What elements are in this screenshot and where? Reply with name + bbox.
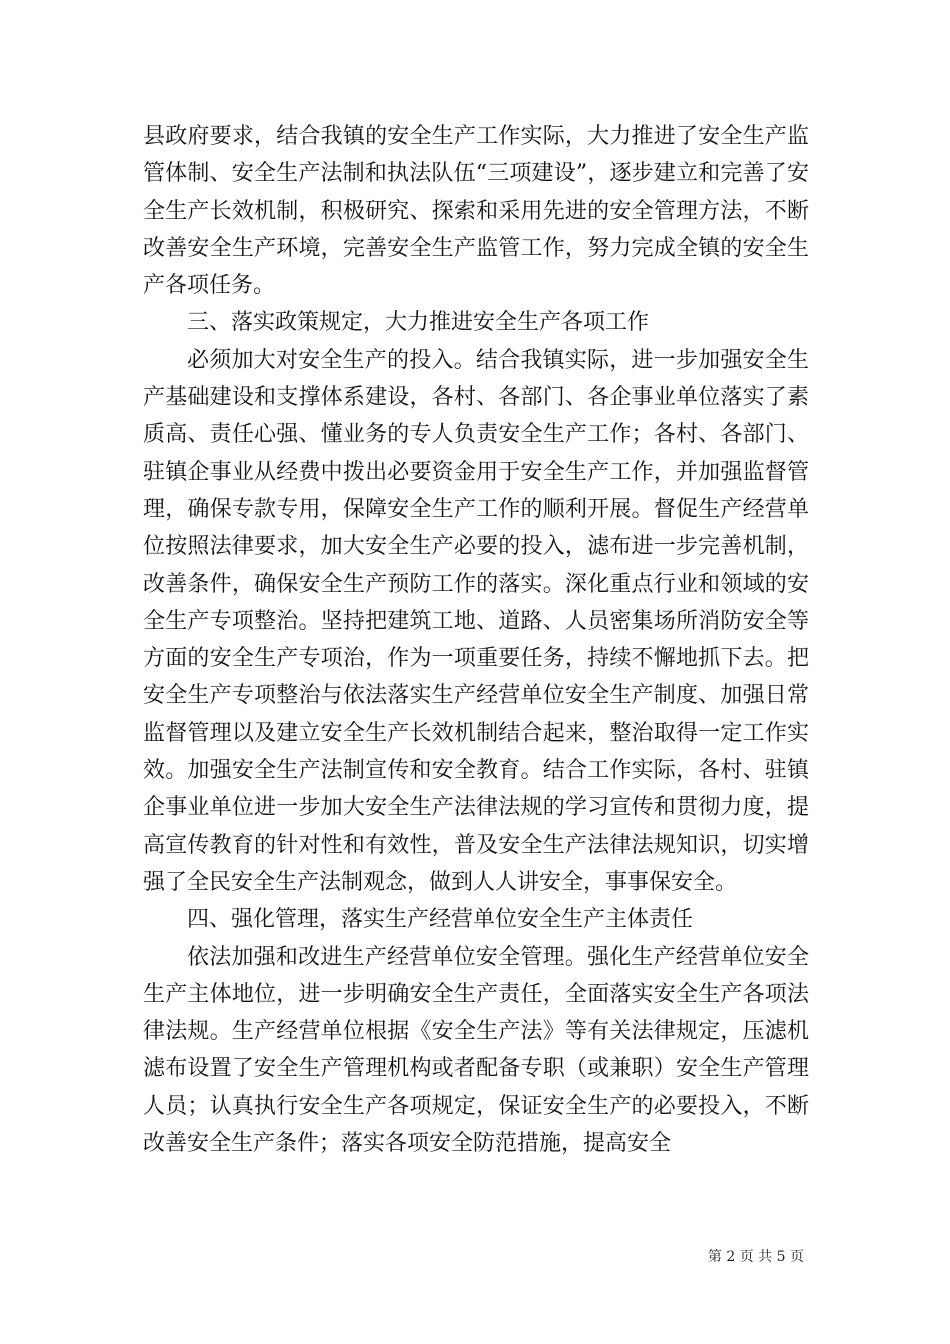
paragraph-continuation: 县政府要求，结合我镇的安全生产工作实际，大力推进了安全生产监管体制、安全生产法制和执法队伍“三项建设”，逐步建立和完善了安全生产长效机制，积极研究、探索和采用先进的安全管理方法，不断改善安全生产环境，完善安全生产监管工作，努力完成全镇的安全生产各项任务。 — [143, 124, 809, 299]
paragraph-section-4-body: 依法加强和改进生产经营单位安全管理。强化生产经营单位安全生产主体地位，进一步明确安全生产责任，全面落实安全生产各项法律法规。生产经营单位根据《安全生产法》等有关法律规定，压滤机滤布设置了安全生产管理机构或者配备专职（或兼职）安全生产管理人员；认真执行安全生产各项规定，保证安全生产的必要投入，不断改善安全生产条件；落实各项安全防范措施，提高安全 — [143, 944, 809, 1157]
document-body — [143, 118, 809, 1162]
section-heading-3: 三、落实政策规定，大力推进安全生产各项工作 — [187, 310, 650, 336]
section-heading-4: 四、强化管理，落实生产经营单位安全生产主体责任 — [187, 907, 694, 933]
paragraph-section-3-body: 必须加大对安全生产的投入。结合我镇实际，进一步加强安全生产基础建设和支撑体系建设，各村、各部门、各企事业单位落实了素质高、责任心强、懂业务的专人负责安全生产工作；各村、各部门、驻镇企事业从经费中拨出必要资金用于安全生产工作，并加强监督管理，确保专款专用，保障安全生产工作的顺利开展。督促生产经营单位按照法律要求，加大安全生产必要的投入，滤布进一步完善机制，改善条件，确保安全生产预防工作的落实。深化重点行业和领域的安全生产专项整治。坚持把建筑工地、道路、人员密集场所消防安全等方面的安全生产专项治，作为一项重要任务，持续不懈地抓下去。把安全生产专项整治与依法落实生产经营单位安全生产制度、加强日常监督管理以及建立安全生产长效机制结合起来，整治取得一定工作实效。加强安全生产法制宣传和安全教育。结合工作实际，各村、驻镇企事业单位进一步加大安全生产法律法规的学习宣传和贯彻力度，提高宣传教育的针对性和有效性，普及安全生产法律法规知识，切实增强了全民安全生产法制观念，做到人人讲安全，事事保安全。 — [143, 347, 809, 895]
page-number: 第 2 页 共 5 页 — [707, 1249, 804, 1265]
